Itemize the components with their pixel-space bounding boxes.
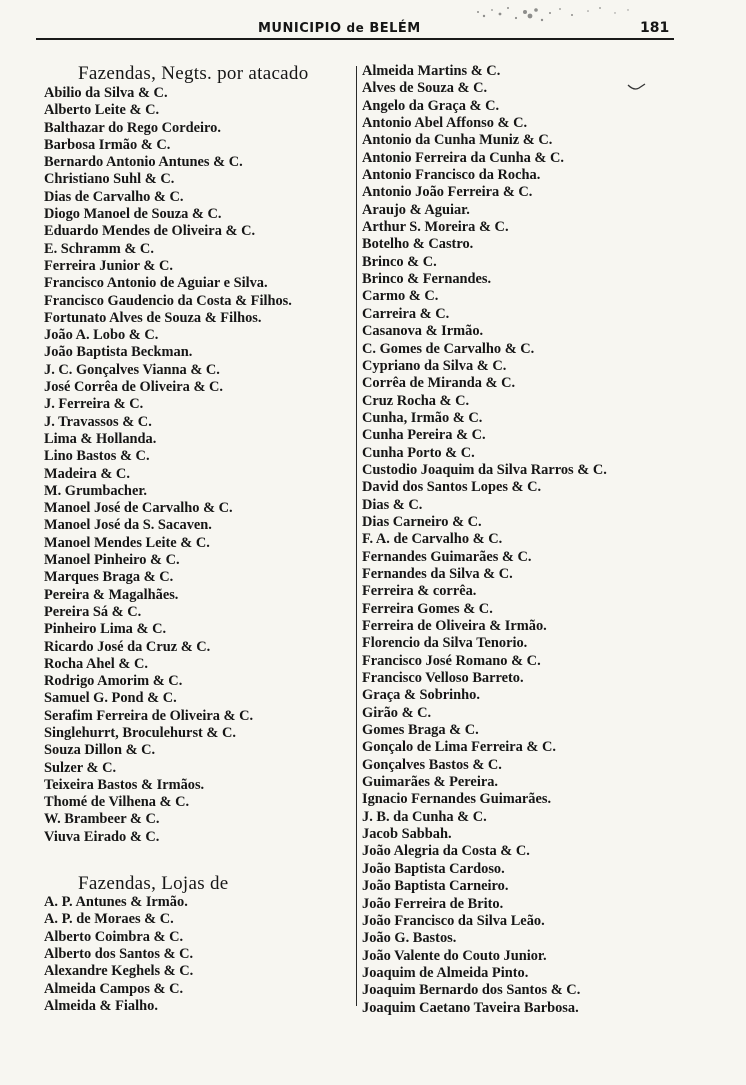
- list-item: David dos Santos Lopes & C.: [362, 479, 542, 496]
- header-title-main: MUNICIPIO: [258, 21, 342, 36]
- list-item: Gonçalves Bastos & C.: [362, 756, 502, 773]
- list-item: Balthazar do Rego Cordeiro.: [44, 119, 221, 136]
- list-item: Gomes Braga & C.: [362, 722, 479, 739]
- section-title-shops: Fazendas, Lojas de: [78, 873, 229, 895]
- list-item: Francisco Velloso Barreto.: [362, 670, 524, 687]
- list-item: Manoel José da S. Sacaven.: [44, 517, 212, 534]
- list-item: Pinheiro Lima & C.: [44, 621, 167, 638]
- list-item: Teixeira Bastos & Irmãos.: [44, 776, 205, 793]
- list-item: Antonio João Ferreira & C.: [362, 184, 533, 201]
- list-item: Ferreira Gomes & C.: [362, 600, 493, 617]
- list-item: João Valente do Couto Junior.: [362, 947, 547, 964]
- list-item: Christiano Suhl & C.: [44, 171, 175, 188]
- list-item: Cunha Porto & C.: [362, 444, 475, 461]
- list-item: Brinco & Fernandes.: [362, 271, 492, 288]
- list-item: João Francisco da Silva Leão.: [362, 912, 545, 929]
- wholesale-list: [44, 85, 354, 846]
- list-item: Girão & C.: [362, 704, 432, 721]
- header-title-city: BELÉM: [369, 21, 421, 36]
- list-item: Antonio Francisco da Rocha.: [362, 167, 541, 184]
- list-item: Abilio da Silva & C.: [44, 85, 168, 101]
- list-item: Botelho & Castro.: [362, 236, 474, 253]
- list-item: Corrêa de Miranda & C.: [362, 375, 516, 392]
- list-item: Pereira & Magalhães.: [44, 586, 179, 603]
- page-header-title: [258, 21, 421, 36]
- list-item: J. B. da Cunha & C.: [362, 808, 487, 825]
- list-item: Alberto dos Santos & C.: [44, 945, 194, 962]
- ink-mark: [626, 82, 648, 94]
- list-item: Bernardo Antonio Antunes & C.: [44, 154, 243, 171]
- list-item: W. Brambeer & C.: [44, 811, 160, 828]
- left-column: [44, 64, 354, 1015]
- list-item: Rocha Ahel & C.: [44, 655, 148, 672]
- list-item: Singlehurrt, Broculehurst & C.: [44, 724, 237, 741]
- list-item: Araujo & Aguiar.: [362, 201, 470, 218]
- list-item: Cypriano da Silva & C.: [362, 357, 507, 374]
- list-item: Joaquim de Almeida Pinto.: [362, 964, 529, 981]
- list-item: Antonio Abel Affonso & C.: [362, 115, 528, 132]
- list-item: João G. Bastos.: [362, 930, 457, 947]
- list-item: C. Gomes de Carvalho & C.: [362, 340, 535, 357]
- column-divider: [356, 66, 357, 1006]
- list-item: Pereira Sá & C.: [44, 603, 142, 620]
- list-item: João Baptista Cardoso.: [362, 860, 505, 877]
- list-item: Fernandes Guimarães & C.: [362, 548, 532, 565]
- list-item: João A. Lobo & C.: [44, 327, 159, 344]
- list-item: Almeida Martins & C.: [362, 63, 501, 79]
- list-item: João Baptista Beckman.: [44, 344, 193, 361]
- list-item: Angelo da Graça & C.: [362, 97, 500, 114]
- list-item: Graça & Sobrinho.: [362, 687, 480, 704]
- list-item: Casanova & Irmão.: [362, 323, 484, 340]
- list-item: Marques Braga & C.: [44, 569, 174, 586]
- list-item: Manoel José de Carvalho & C.: [44, 500, 233, 517]
- list-item: Lima & Hollanda.: [44, 430, 157, 447]
- list-item: Fernandes da Silva & C.: [362, 565, 513, 582]
- list-item: Francisco Antonio de Aguiar e Silva.: [44, 275, 268, 292]
- list-item: Ferreira de Oliveira & Irmão.: [362, 618, 547, 634]
- list-item: E. Schramm & C.: [44, 240, 154, 257]
- list-item: Antonio Ferreira da Cunha & C.: [362, 149, 565, 166]
- list-item: João Ferreira de Brito.: [362, 895, 504, 912]
- list-item: José Corrêa de Oliveira & C.: [44, 379, 224, 396]
- list-item: Jacob Sabbah.: [362, 826, 452, 843]
- list-item: Madeira & C.: [44, 465, 130, 482]
- list-item: Manoel Mendes Leite & C.: [44, 534, 210, 551]
- list-item: Alberto Coimbra & C.: [44, 928, 184, 945]
- list-item: Samuel G. Pond & C.: [44, 690, 177, 707]
- list-item: Eduardo Mendes de Oliveira & C.: [44, 223, 256, 240]
- list-item: João Alegria da Costa & C.: [362, 843, 530, 860]
- list-item: Joaquim Bernardo dos Santos & C.: [362, 982, 581, 999]
- list-item: Ferreira & corrêa.: [362, 583, 477, 600]
- list-item: J. Ferreira & C.: [44, 396, 144, 413]
- list-item: Gonçalo de Lima Ferreira & C.: [362, 739, 556, 756]
- list-item: Francisco José Romano & C.: [362, 652, 541, 669]
- list-item: Brinco & C.: [362, 253, 437, 270]
- list-item: Alexandre Keghels & C.: [44, 963, 194, 980]
- list-item: Rodrigo Amorim & C.: [44, 673, 183, 690]
- header-rule: [36, 38, 674, 40]
- page-number: 181: [640, 20, 670, 36]
- list-item: Fortunato Alves de Souza & Filhos.: [44, 309, 262, 326]
- list-item: Joaquim Caetano Taveira Barbosa.: [362, 999, 579, 1016]
- list-item: João Baptista Carneiro.: [362, 878, 509, 895]
- list-item: Lino Bastos & C.: [44, 448, 150, 465]
- list-item: Souza Dillon & C.: [44, 742, 156, 759]
- list-item: Ferreira Junior & C.: [44, 257, 173, 274]
- list-item: Dias & C.: [362, 496, 423, 513]
- list-item: Custodio Joaquim da Silva Rarros & C.: [362, 461, 607, 478]
- list-item: Florencio da Silva Tenorio.: [362, 635, 528, 652]
- header-title-connector: de: [346, 21, 365, 35]
- section-title-wholesale: Fazendas, Negts. por atacado: [78, 63, 309, 84]
- list-item: Ricardo José da Cruz & C.: [44, 638, 211, 655]
- list-item: Arthur S. Moreira & C.: [362, 219, 509, 236]
- list-item: Dias de Carvalho & C.: [44, 188, 184, 205]
- list-item: Alves de Souza & C.: [362, 80, 488, 97]
- list-item: J. C. Gonçalves Vianna & C.: [44, 361, 220, 378]
- list-item: Cruz Rocha & C.: [362, 392, 470, 409]
- list-item: Serafim Ferreira de Oliveira & C.: [44, 707, 254, 724]
- list-item: Barbosa Irmão & C.: [44, 136, 171, 153]
- list-item: A. P. Antunes & Irmão.: [44, 894, 188, 911]
- list-item: J. Travassos & C.: [44, 413, 152, 430]
- list-item: F. A. de Carvalho & C.: [362, 531, 503, 548]
- right-column: [362, 63, 682, 1017]
- list-item: Almeida & Fialho.: [44, 997, 158, 1014]
- list-item: Francisco Gaudencio da Costa & Filhos.: [44, 292, 292, 309]
- list-item: M. Grumbacher.: [44, 482, 147, 499]
- list-item: Manoel Pinheiro & C.: [44, 552, 180, 569]
- list-item: A. P. de Moraes & C.: [44, 911, 174, 928]
- list-item: Cunha Pereira & C.: [362, 427, 486, 444]
- list-item: Diogo Manoel de Souza & C.: [44, 206, 222, 223]
- list-item: Sulzer & C.: [44, 759, 117, 776]
- list-item: Carmo & C.: [362, 288, 439, 305]
- list-item: Antonio da Cunha Muniz & C.: [362, 132, 553, 149]
- list-item: Carreira & C.: [362, 305, 450, 322]
- list-item: Ignacio Fernandes Guimarães.: [362, 791, 552, 808]
- list-item: Alberto Leite & C.: [44, 102, 160, 119]
- list-item: Viuva Eirado & C.: [44, 828, 160, 845]
- list-item: Guimarães & Pereira.: [362, 774, 499, 791]
- list-item: Cunha, Irmão & C.: [362, 409, 483, 426]
- list-item: Dias Carneiro & C.: [362, 513, 482, 530]
- list-item: Almeida Campos & C.: [44, 980, 184, 997]
- shops-list: [44, 894, 354, 1015]
- list-item: Thomé de Vilhena & C.: [44, 794, 190, 811]
- ink-smudge: [470, 4, 640, 30]
